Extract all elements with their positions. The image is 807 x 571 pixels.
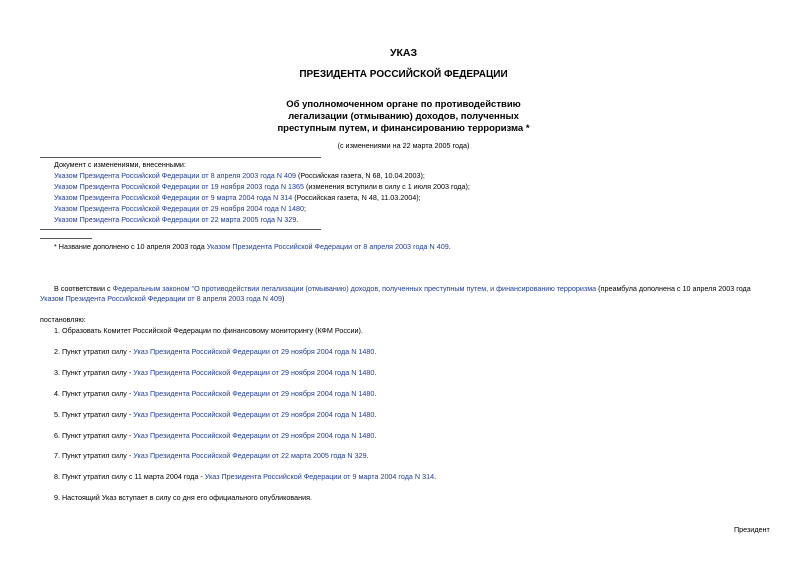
clause-text: 7. Пункт утратил силу - [54,451,134,460]
footnote-suffix: . [448,242,451,251]
divider [40,229,321,230]
clause [54,409,376,420]
clause-text: 9. Настоящий Указ вступает в силу со дня его официального опубликования. [54,493,313,502]
amendment-note: (с изменениями на 22 марта 2005 года) [337,141,470,150]
clause-tail: . [374,368,377,377]
clause-link[interactable]: Указ Президента Российской Федерации от 29 ноября 2004 года N 1480 [133,389,375,398]
change-tail: ; [304,204,306,213]
document-title-line: легализации (отмыванию) доходов, полученных [288,111,519,122]
preamble-line-2 [40,293,284,304]
clause-text: 6. Пункт утратил силу - [54,431,134,440]
document-title-line: преступным путем, и финансированию терроризма * [277,123,530,134]
changes-intro: Документ с изменениями, внесенными: [54,160,186,169]
clause-link[interactable]: Указ Президента Российской Федерации от 29 ноября 2004 года N 1480 [133,410,375,419]
clause-link[interactable]: Указ Президента Российской Федерации от 22 марта 2005 года N 329 [133,451,367,460]
clause-text: 3. Пункт утратил силу - [54,368,134,377]
change-link[interactable]: Указом Президента Российской Федерации от 8 апреля 2003 года N 409 [54,171,296,180]
clause-link[interactable]: Указ Президента Российской Федерации от 29 ноября 2004 года N 1480 [133,347,375,356]
footnote [54,241,451,252]
clause-tail: . [434,472,437,481]
change-tail: (изменения вступили в силу с 1 июля 2003 года); [304,182,470,191]
change-item [54,214,298,225]
clause-tail: . [374,347,377,356]
preamble-link[interactable]: Указом Президента Российской Федерации от 8 апреля 2003 года N 409 [40,294,282,303]
clause [54,325,363,336]
change-tail: (Российская газета, N 48, 11.03.2004); [292,193,421,202]
change-item [54,170,425,181]
clause [54,430,376,441]
change-tail: . [296,215,299,224]
federal-law-link[interactable]: Федеральным законом "О противодействии легализации (отмыванию) доходов, полученных преступным путем, и финансированию терроризма [112,284,597,293]
change-item [54,203,306,214]
change-link[interactable]: Указом Президента Российской Федерации от 29 ноября 2004 года N 1480 [54,204,304,213]
change-item [54,192,421,203]
divider [40,157,321,158]
footnote-prefix: * Название дополнено с 10 апреля 2003 года [54,242,207,251]
preamble-prefix: В соответствии с [54,284,113,293]
clause-link[interactable]: Указ Президента Российской Федерации от 29 ноября 2004 года N 1480 [133,368,375,377]
clause [54,367,376,378]
clause [54,346,376,357]
preamble-suffix: ) [281,294,285,303]
change-link[interactable]: Указом Президента Российской Федерации от 9 марта 2004 года N 314 [54,193,293,202]
footnote-link[interactable]: Указом Президента Российской Федерации от 8 апреля 2003 года N 409 [206,242,449,251]
clause [54,388,376,399]
document-title [0,99,807,135]
change-link[interactable]: Указом Президента Российской Федерации от 22 марта 2005 года N 329 [54,215,297,224]
clause [54,492,312,503]
document-title-line: Об уполномоченном органе по противодействию [286,99,521,110]
clause-tail: . [374,410,377,419]
clause-text: 1. Образовать Комитет Российской Федерации по финансовому мониторингу (КФМ России). [54,326,363,335]
clause-text: 4. Пункт утратил силу - [54,389,134,398]
clause-text: 2. Пункт утратил силу - [54,347,134,356]
clause-tail: . [374,389,377,398]
clause-text: 8. Пункт утратил силу с 11 марта 2004 года - [54,472,205,481]
clause [54,450,369,461]
decree-title: УКАЗ [389,47,418,59]
signature: Президент [734,525,770,534]
clause-text: 5. Пункт утратил силу - [54,410,134,419]
change-tail: (Российская газета, N 68, 10.04.2003); [295,171,425,180]
clause-tail: . [374,431,377,440]
decree-issuer: ПРЕЗИДЕНТА РОССИЙСКОЙ ФЕДЕРАЦИИ [299,69,508,80]
decree-word: постановляю: [40,315,86,324]
change-item [54,181,470,192]
footnote-divider [40,238,92,239]
clause-tail: . [366,451,369,460]
preamble-middle: (преамбула дополнена с 10 апреля 2003 года [596,284,751,293]
clause-link[interactable]: Указ Президента Российской Федерации от 9 марта 2004 года N 314 [204,472,435,481]
change-link[interactable]: Указом Президента Российской Федерации от 19 ноября 2003 года N 1365 [54,182,304,191]
clause [54,471,436,482]
clause-link[interactable]: Указ Президента Российской Федерации от 29 ноября 2004 года N 1480 [133,431,375,440]
